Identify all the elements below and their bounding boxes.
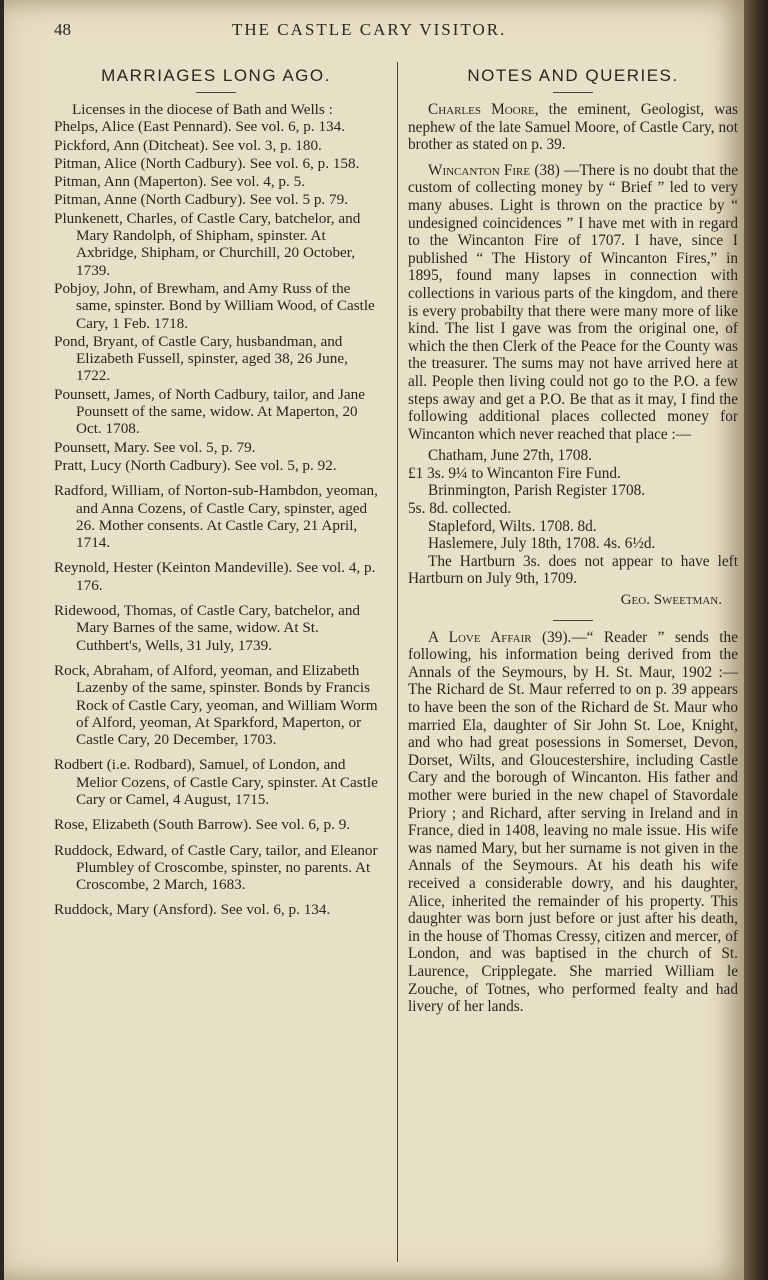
- marriage-entry: Pitman, Anne (North Cadbury). See vol. 5 p. 79.: [54, 191, 349, 209]
- note-heading: A Love Affair: [428, 628, 532, 646]
- note-body: (38) —There is no doubt that the custom of collecting money by “ Brief ” led to very many abuses. Light is thrown on the practice by “ undesigned coincidences ” I have met with in regard to the Wincanton Fire of 1707. I have, since I published “ The History of Wincanton Fires,” in 1895, found many lapses in connection with collections in various parts of the kingdom, and there is every probabilty that there were many more of like kind. The list I gave was from the original one, of which the then Clerk of the Peace for the County was the treasurer. The sums may not have arrived here at all. People then living could not go to the P.O. a few steps away and get a P.O. Be that as it may, I find the following additional places collected money for Wincanton which never reached that place :—: [408, 161, 739, 443]
- section-rule: [553, 620, 593, 621]
- note-charles-moore: [408, 101, 738, 154]
- list-item: 5s. 8d. collected.: [408, 500, 512, 518]
- list-item: £1 3s. 9¼ to Wincanton Fire Fund.: [408, 464, 621, 482]
- marriage-entry: Plunkenett, Charles, of Castle Cary, batchelor, and Mary Randolph, of Shipham, spinster. At Axbridge, Shipham, or Churchill, 20 October, 1739.: [54, 209, 361, 279]
- marriage-entry: Pounsett, James, of North Cadbury, tailor, and Jane Pounsett of the same, widow. At Maperton, 20 Oct. 1708.: [54, 385, 365, 438]
- column-divider: [397, 62, 398, 1262]
- marriage-entry: Rock, Abraham, of Alford, yeoman, and Elizabeth Lazenby of the same, spinster. Bonds by Francis Rock of Castle Cary, yeoman, and William Worm of Alford, yeoman, At Sparkford, Maperton, or Castle Cary, 20 December, 1703.: [54, 661, 378, 749]
- marriages-title: MARRIAGES LONG AGO.: [101, 66, 331, 85]
- marriage-entry: Ruddock, Mary (Ansford). See vol. 6, p. 134.: [54, 901, 331, 919]
- title-rule: [196, 92, 236, 93]
- marriage-entry: Pobjoy, John, of Brewham, and Amy Russ of the same, spinster. Bond by William Wood, of Castle Cary, 1 Feb. 1718.: [54, 279, 375, 332]
- list-item: Chatham, June 27th, 1708.: [428, 447, 593, 465]
- fire-list: [408, 447, 738, 553]
- note-heading: Wincanton Fire: [428, 161, 531, 179]
- book-spine: [744, 0, 768, 1280]
- list-item: Haslemere, July 18th, 1708. 4s. 6½d.: [428, 535, 656, 553]
- marriage-entries: [54, 118, 378, 918]
- marriage-entry: Pickford, Ann (Ditcheat). See vol. 3, p. 180.: [54, 136, 322, 154]
- signature: Geo. Sweetman.: [620, 592, 722, 609]
- marriage-entry: Pond, Bryant, of Castle Cary, husbandman, and Elizabeth Fussell, spinster, aged 38, 26 June, 1722.: [54, 332, 348, 385]
- marriages-column: [54, 66, 378, 920]
- marriage-entry: Pitman, Ann (Maperton). See vol. 4, p. 5.: [54, 173, 305, 191]
- note-love-affair: [408, 629, 738, 1016]
- marriages-intro: Licenses in the diocese of Bath and Wells :: [72, 101, 333, 118]
- note-body: , the eminent, Geologist, was nephew of the late Samuel Moore, of Castle Cary, not brother as stated on p. 39.: [408, 101, 738, 154]
- marriage-entry: Pitman, Alice (North Cadbury). See vol. 6, p. 158.: [54, 154, 360, 172]
- list-item: Brinmington, Parish Register 1708.: [428, 482, 646, 500]
- fire-closing: The Hartburn 3s. does not appear to have left Hartburn on July 9th, 1709.: [408, 552, 738, 588]
- notes-column: [408, 66, 738, 1020]
- running-title: THE CASTLE CARY VISITOR.: [232, 20, 507, 39]
- marriage-entry: Reynold, Hester (Keinton Mandeville). See vol. 4, p. 176.: [54, 559, 376, 594]
- page: [4, 0, 744, 1280]
- marriage-entry: Phelps, Alice (East Pennard). See vol. 6, p. 134.: [54, 118, 346, 136]
- note-heading: Charles Moore: [428, 101, 535, 118]
- notes-title: NOTES AND QUERIES.: [467, 66, 679, 85]
- marriage-entry: Pratt, Lucy (North Cadbury). See vol. 5, p. 92.: [54, 456, 337, 474]
- marriage-entry: Pounsett, Mary. See vol. 5, p. 79.: [54, 438, 256, 456]
- marriage-entry: Radford, William, of Norton-sub-Hambdon, yeoman, and Anna Cozens, of Castle Cary, spinster, aged 26. Mother consents. At Castle Cary, 21 April, 1714.: [54, 482, 378, 552]
- marriage-entry: Rodbert (i.e. Rodbard), Samuel, of London, and Melior Cozens, of Castle Cary, spinster. At Castle Cary or Camel, 4 August, 1715.: [54, 756, 378, 808]
- title-rule: [553, 92, 593, 93]
- marriage-entry: Ruddock, Edward, of Castle Cary, tailor, and Eleanor Plumbley of Croscombe, spinster, no parents. At Croscombe, 2 March, 1683.: [54, 841, 378, 894]
- page-number: 48: [54, 20, 71, 39]
- note-body: (39).—“ Reader ” sends the following, his information being derived from the Annals of the Seymours, by H. St. Maur, 1902 :—The Richard de St. Maur referred to on p. 39 appears to have been the son of the Richard de St. Maur who married Ela, daughter of Sir John St. Loe, Knight, and who had great posessions in Somerset, Devon, Dorset, Wilts, and Gloucestershire, including Castle Cary and the borough of Wincanton. His father and mother were buried in the new chapel of Stavordale Priory ; and Richard, after serving in Ireland and in France, died in 1408, leaving no male issue. His wife was named Mary, but her surname is not given in the Annals of the Seymours. At his death his wife received a considerable dowry, and his daughter, Alice, inherited the remainder of his property. This daughter was born just before or just after his death, in the house of Thomas Cressy, citizen and mercer, of London, and was baptised in the church of St. Laurence, Cripplegate. She married William le Zouche, of Totnes, who performed fealty and had livery of her lands.: [408, 628, 738, 1016]
- note-wincanton-fire: [408, 162, 738, 444]
- list-item: Stapleford, Wilts. 1708. 8d.: [428, 517, 597, 535]
- marriage-entry: Ridewood, Thomas, of Castle Cary, batchelor, and Mary Barnes of the same, widow. At St. Cuthbert's, Wells, 31 July, 1739.: [54, 602, 361, 654]
- marriage-entry: Rose, Elizabeth (South Barrow). See vol. 6, p. 9.: [54, 816, 351, 834]
